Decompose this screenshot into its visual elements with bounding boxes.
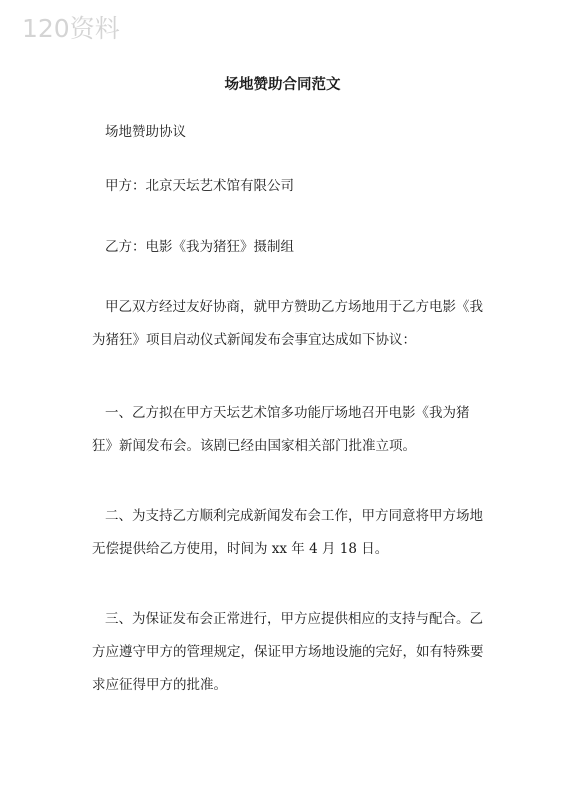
paragraph-line: 方应遵守甲方的管理规定，保证甲方场地设施的完好，如有特殊要 — [92, 644, 484, 660]
paragraph-preamble — [92, 291, 483, 357]
paragraph-line: 求应征得甲方的批准。 — [92, 677, 227, 693]
paragraph-party-a — [92, 170, 477, 203]
document-title: 场地赞助合同范文 — [224, 77, 341, 93]
paragraph-line: 无偿提供给乙方使用，时间为 xx 年 4 月 18 日。 — [92, 541, 389, 557]
watermark-logo: 120资料 — [22, 14, 120, 43]
paragraph-line: 一、乙方拟在甲方天坛艺术馆多功能厅场地召开电影《我为猪 — [105, 405, 470, 421]
paragraph-clause-2 — [92, 500, 483, 566]
paragraph-line: 场地赞助协议 — [105, 124, 186, 140]
paragraph-clause-1 — [92, 397, 477, 463]
paragraph-line: 乙方：电影《我为猪狂》摄制组 — [105, 239, 294, 255]
paragraph-line: 三、为保证发布会正常进行，甲方应提供相应的支持与配合。乙 — [105, 611, 483, 627]
paragraph-line: 甲方：北京天坛艺术馆有限公司 — [105, 178, 294, 194]
paragraph-clause-3 — [92, 603, 484, 702]
paragraph-agreement-name — [92, 116, 477, 149]
paragraph-line: 甲乙双方经过友好协商，就甲方赞助乙方场地用于乙方电影《我 — [105, 299, 483, 315]
paragraph-line: 二、为支持乙方顺利完成新闻发布会工作，甲方同意将甲方场地 — [105, 508, 483, 524]
paragraph-line: 狂》新闻发布会。该剧已经由国家相关部门批准立项。 — [92, 438, 416, 454]
paragraph-line: 为猪狂》项目启动仪式新闻发布会事宜达成如下协议： — [92, 332, 416, 348]
paragraph-party-b — [92, 231, 477, 264]
